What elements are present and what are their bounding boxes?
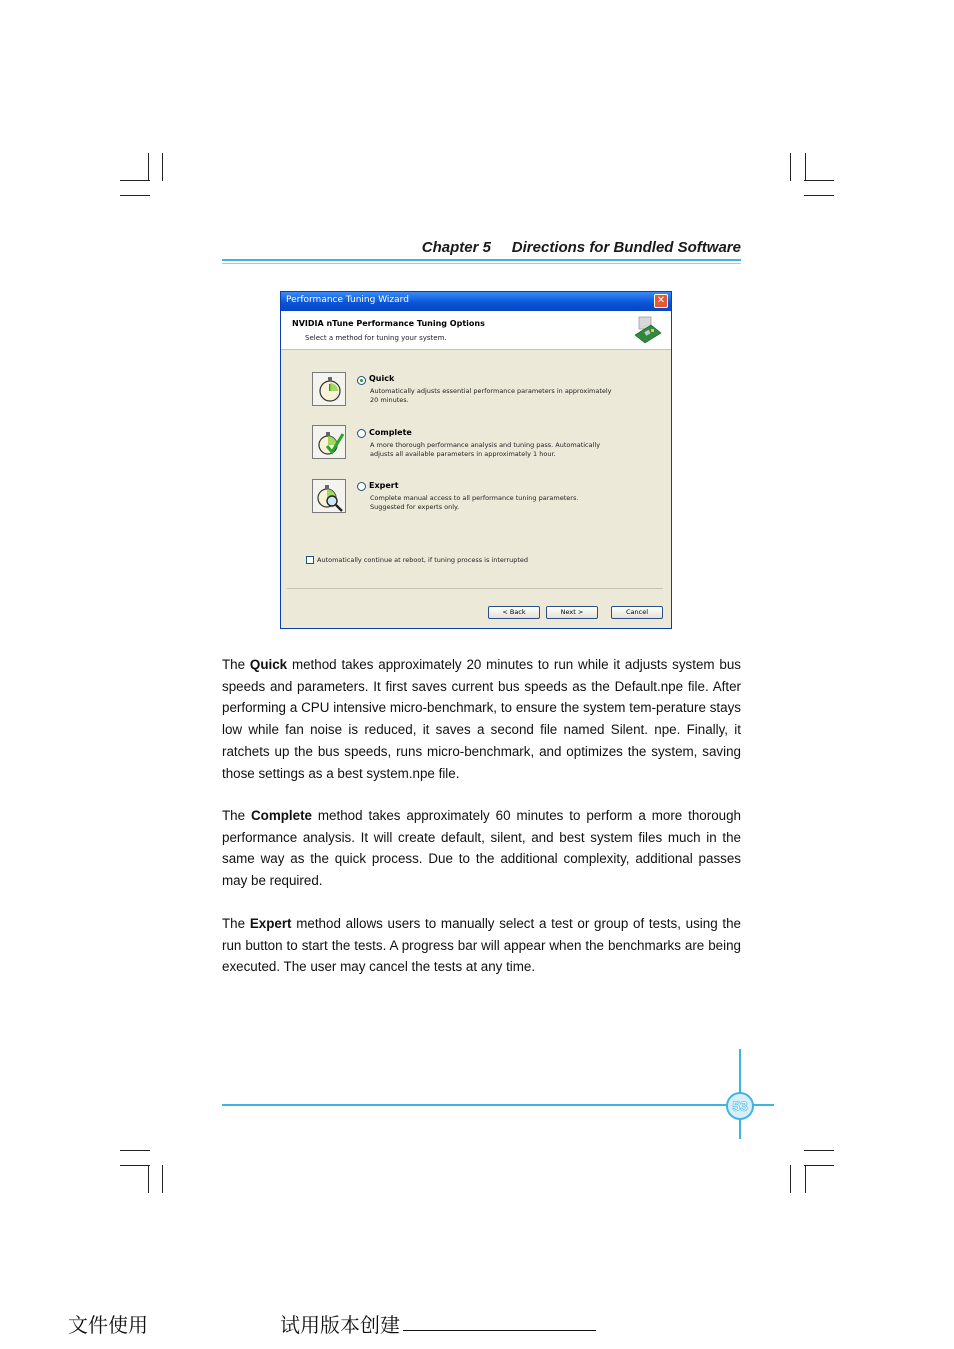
- dialog-subheading: Select a method for tuning your system.: [305, 334, 447, 342]
- header-rule: [222, 259, 741, 261]
- auto-continue-label[interactable]: Automatically continue at reboot, if tuning process is interrupted: [317, 556, 529, 564]
- dialog-heading: NVIDIA nTune Performance Tuning Options: [292, 319, 485, 328]
- watermark-underline: [403, 1330, 596, 1331]
- quick-radio[interactable]: [357, 376, 366, 385]
- complete-term: Complete: [250, 808, 312, 823]
- stopwatch-check-icon: [312, 425, 346, 459]
- expert-method-paragraph: [222, 913, 741, 978]
- complete-radio[interactable]: [357, 429, 366, 438]
- next-button[interactable]: Next >: [546, 606, 598, 619]
- complete-paragraph-prefix: The: [222, 808, 251, 823]
- complete-description-line-1: A more thorough performance analysis and tuning pass. Automatically: [370, 441, 601, 449]
- header-rule-thin: [222, 263, 741, 264]
- footer-rule: [222, 1104, 774, 1106]
- quick-method-paragraph: [222, 654, 741, 784]
- stopwatch-icon: [312, 372, 346, 406]
- dialog-title: Performance Tuning Wizard: [286, 295, 409, 305]
- expert-paragraph-prefix: The: [222, 916, 250, 931]
- motherboard-icon: [633, 315, 663, 345]
- close-icon[interactable]: ✕: [654, 294, 668, 308]
- quick-paragraph-text: method takes approximately 20 minutes to run while it adjusts system bus speeds and parameters. It first saves current bus speeds as the Default.npe file. After performing a CPU intensive micro-benchmark, to ensure the system tem-perature stays low while fan noise is reduced, it saves a second file named Silent. npe. Finally, it ratchets up the bus speeds, runs micro-benchmark, and optimizes the system, saving those settings as a best system.npe file.: [222, 657, 741, 781]
- complete-option-label[interactable]: Complete: [369, 428, 412, 437]
- expert-option-label[interactable]: Expert: [369, 481, 399, 490]
- expert-radio[interactable]: [357, 482, 366, 491]
- expert-description-line-1: Complete manual access to all performance tuning parameters.: [370, 494, 579, 502]
- quick-description-line-1: Automatically adjusts essential performance parameters in approximately: [370, 387, 612, 395]
- expert-option-description: [370, 494, 640, 512]
- quick-paragraph-prefix: The: [222, 657, 250, 672]
- chapter-section-title: Directions for Bundled Software: [511, 239, 741, 256]
- complete-description-line-2: adjusts all available parameters in approximately 1 hour.: [370, 450, 556, 458]
- expert-description-line-2: Suggested for experts only.: [370, 503, 460, 511]
- quick-term: Quick: [249, 657, 288, 672]
- cancel-button[interactable]: Cancel: [611, 606, 663, 619]
- quick-option-label[interactable]: Quick: [369, 374, 395, 383]
- chapter-number: Chapter 5: [421, 239, 491, 256]
- performance-tuning-wizard-dialog: [280, 291, 672, 629]
- dialog-separator: [287, 588, 663, 589]
- back-button[interactable]: < Back: [488, 606, 540, 619]
- stopwatch-magnifier-icon: [312, 479, 346, 513]
- dialog-header: [281, 311, 671, 350]
- quick-option-description: [370, 387, 640, 405]
- expert-paragraph-text: method allows users to manually select a test or group of tests, using the run button to start the tests. A progress bar will appear when the benchmarks are being executed. The user may cancel the tests at any time.: [222, 916, 742, 975]
- watermark-left: 文件使用: [68, 1313, 148, 1337]
- watermark-right: 试用版本创建: [280, 1313, 400, 1337]
- complete-paragraph-text: method takes approximately 60 minutes to perform a more thorough performance analysis. It will create default, silent, and best system files much in the same way as the quick process. Due to the additional complexity, additional passes may be required.: [222, 808, 741, 889]
- complete-method-paragraph: [222, 805, 741, 892]
- dialog-titlebar: [281, 292, 671, 311]
- complete-option-description: [370, 441, 640, 459]
- page-number: 53: [726, 1092, 754, 1120]
- chapter-header: [222, 239, 741, 256]
- expert-term: Expert: [249, 916, 292, 931]
- auto-continue-checkbox[interactable]: [306, 556, 314, 564]
- quick-description-line-2: 20 minutes.: [370, 396, 409, 404]
